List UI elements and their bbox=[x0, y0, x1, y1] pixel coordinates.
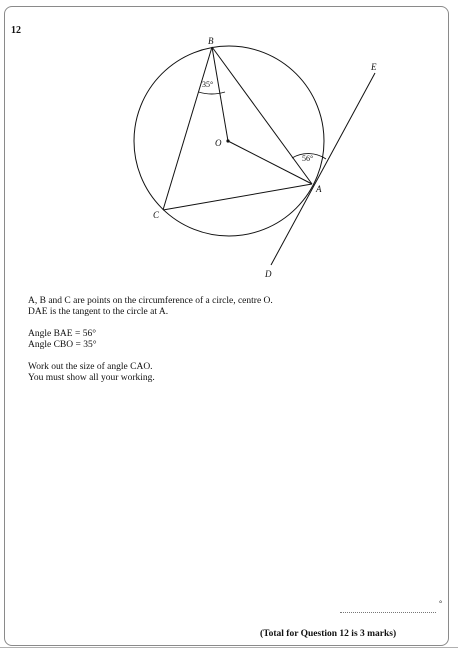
given-block bbox=[28, 329, 97, 351]
task-block bbox=[28, 362, 155, 384]
label-d: D bbox=[265, 269, 272, 279]
chord-bc bbox=[163, 47, 212, 210]
radius-oa bbox=[228, 141, 312, 184]
chord-ca bbox=[163, 184, 312, 210]
centre-point bbox=[226, 139, 229, 142]
answer-unit: ° bbox=[439, 599, 443, 608]
given-line-2: Angle CBO = 35° bbox=[28, 340, 97, 350]
geometry-figure bbox=[0, 0, 458, 300]
chord-ba bbox=[212, 47, 312, 184]
task-line-2: You must show all your working. bbox=[28, 373, 155, 383]
angle-arc-cbo bbox=[199, 92, 226, 94]
angle-label-bae: 56° bbox=[302, 154, 314, 163]
label-c: C bbox=[153, 210, 160, 220]
statement-line-2: DAE is the tangent to the circle at A. bbox=[28, 307, 169, 317]
answer-line[interactable] bbox=[340, 612, 436, 613]
label-a: A bbox=[316, 184, 322, 194]
statement-block bbox=[28, 296, 273, 318]
label-o: O bbox=[215, 138, 222, 148]
label-e: E bbox=[371, 62, 377, 72]
footer-rule bbox=[0, 647, 458, 648]
label-b: B bbox=[208, 36, 214, 46]
question-number: 12 bbox=[11, 25, 21, 36]
total-marks: (Total for Question 12 is 3 marks) bbox=[260, 629, 397, 639]
given-line-1: Angle BAE = 56° bbox=[28, 329, 96, 339]
angle-label-cbo: 35° bbox=[202, 80, 214, 89]
tangent-line bbox=[271, 73, 375, 265]
statement-line-1: A, B and C are points on the circumference of a circle, centre O. bbox=[28, 296, 273, 306]
task-line-1: Work out the size of angle CAO. bbox=[28, 362, 153, 372]
